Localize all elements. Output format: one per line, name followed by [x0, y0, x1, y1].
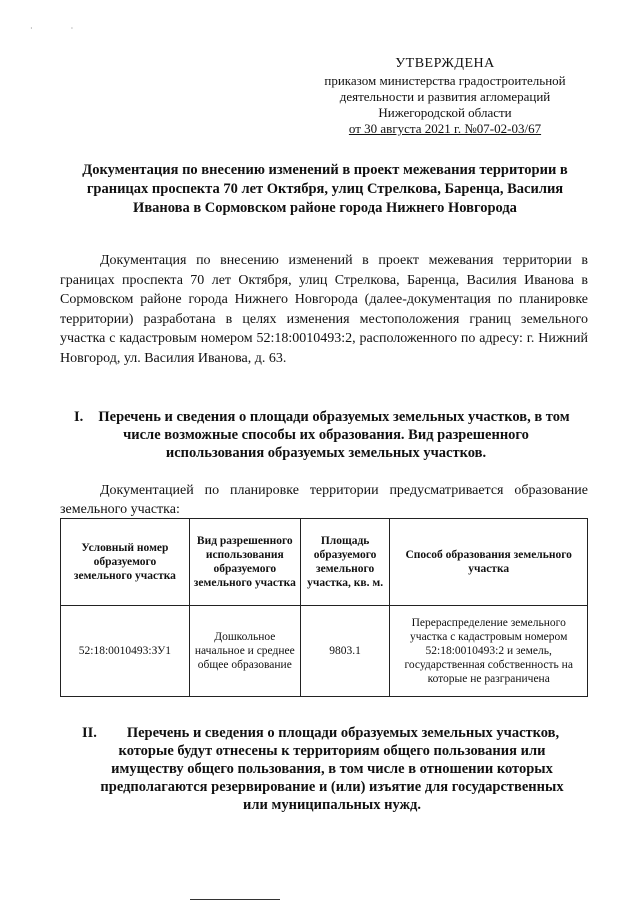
section-2-heading	[82, 724, 582, 814]
section-heading-line: Перечень и сведения о площади образуемых земельных участков,	[126, 725, 560, 741]
intro-text: Документация по внесению изменений в проект межевания территории в границах проспекта 70 лет Октября, улиц Стрелкова, Баренца, Василия Иванова в Сормовском районе города Нижнего Новгорода (далее-документация по планировке территории) разработана в целях изменения местоположения границ земельного участка с кадастровым номером 52:18:0010493:2, расположенного по адресу: г. Нижний Новгород, ул. Василия Иванова, д. 63.	[60, 253, 588, 366]
table-intro-text: Документацией по планировке территории предусматривается образование земельного участка:	[60, 483, 588, 517]
section-number: II.	[82, 725, 97, 741]
footer-rule	[190, 899, 280, 900]
header-area: Площадь образуемого земельного участка, кв. м.	[300, 519, 390, 606]
approval-stamp	[300, 56, 590, 137]
section-number: I.	[74, 409, 84, 425]
approval-line: Нижегородской области	[378, 105, 512, 120]
section-heading-line: имуществу общего пользования, в том числе в отношении которых	[111, 761, 553, 777]
cell-parcel-number: 52:18:0010493:ЗУ1	[61, 606, 190, 697]
section-heading-line: Перечень и сведения о площади образуемых земельных участков, в том	[98, 409, 570, 425]
header-permitted-use: Вид разрешенного использования образуемого земельного участка	[189, 519, 300, 606]
intro-paragraph	[60, 251, 588, 368]
approval-title: УТВЕРЖДЕНА	[395, 56, 495, 71]
section-heading-line: числе возможные способы их образования. Вид разрешенного	[123, 427, 529, 443]
approval-line: деятельности и развития агломераций	[339, 89, 551, 104]
header-formation-method: Способ образования земельного участка	[390, 519, 588, 606]
table-row	[61, 606, 588, 697]
section-heading-line: предполагаются резервирование и (или) изъятие для государственных	[100, 779, 564, 795]
table-intro-paragraph	[60, 481, 588, 519]
approval-date: от 30 августа 2021 г. №07-02-03/67	[348, 121, 542, 136]
cell-area: 9803.1	[300, 606, 390, 697]
approval-line: приказом министерства градостроительной	[324, 73, 566, 88]
table-header-row	[61, 519, 588, 606]
parcels-table	[60, 518, 588, 697]
section-1-heading	[76, 408, 576, 462]
cell-formation-method: Перераспределение земельного участка с кадастровым номером 52:18:0010493:2 и земель, государственная собственность на которые не разграничена	[390, 606, 588, 697]
section-heading-line: или муниципальных нужд.	[243, 797, 421, 813]
section-heading-line: использования образуемых земельных участков.	[165, 445, 487, 461]
cell-permitted-use: Дошкольное начальное и среднее общее образование	[189, 606, 300, 697]
document-title: Документация по внесению изменений в проект межевания территории в границах проспекта 70 лет Октября, улиц Стрелкова, Баренца, Василия Иванова в Сормовском районе города Нижнего Новгорода	[82, 162, 568, 216]
section-heading-line: которые будут отнесены к территориям общего пользования или	[118, 743, 546, 759]
header-parcel-number: Условный номер образуемого земельного участка	[61, 519, 190, 606]
scan-specks: · ·	[30, 24, 92, 33]
